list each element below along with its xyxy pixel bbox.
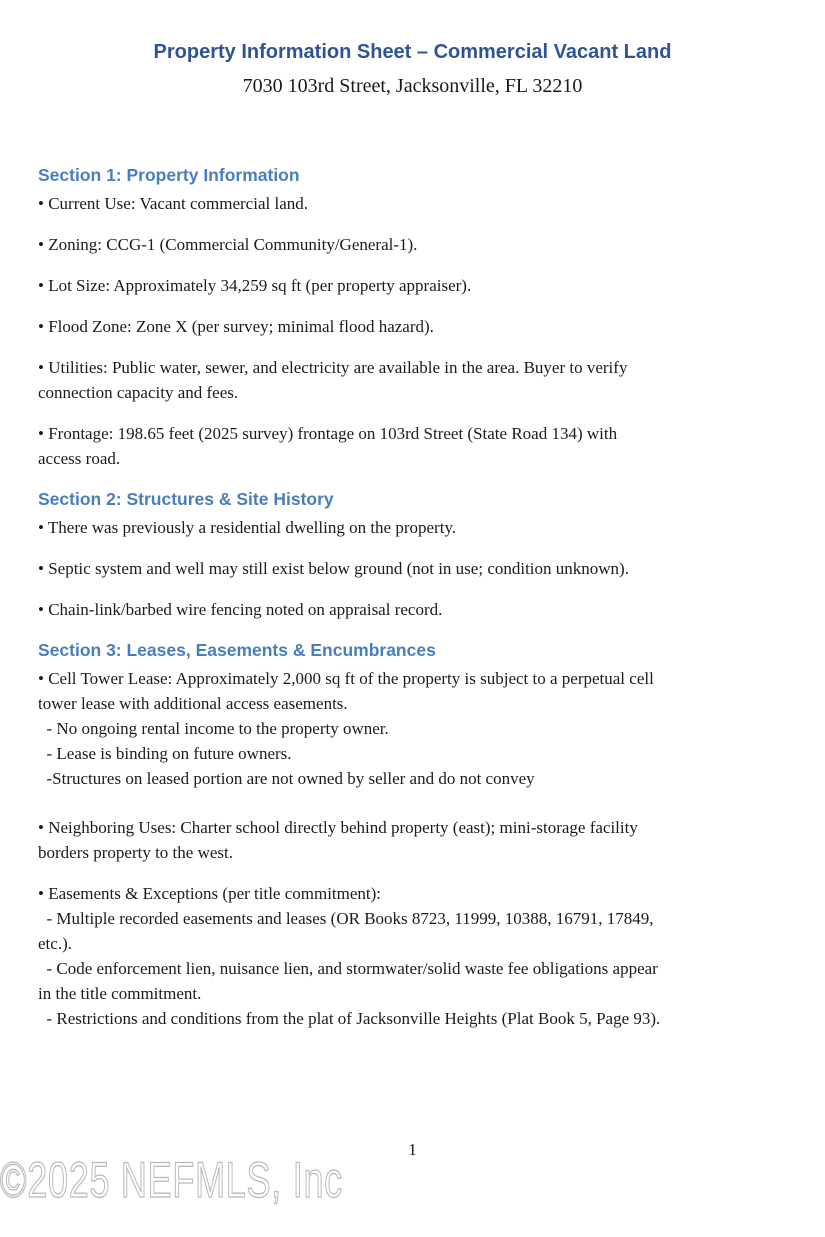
text-line: • There was previously a residential dwelling on the property. [38,518,457,537]
section-3-heading: Section 3: Leases, Easements & Encumbrances [38,640,436,660]
text-line: • Septic system and well may still exist below ground (not in use; condition unknown). [38,559,629,578]
document-subtitle: 7030 103rd Street, Jacksonville, FL 32210 [242,75,583,97]
bullet-item [38,515,795,540]
bullet-item [38,815,795,865]
bullet-item [38,232,795,257]
text-line: - Code enforcement lien, nuisance lien, and stormwater/solid waste fee obligations appear [38,959,658,978]
text-line: connection capacity and fees. [38,383,239,402]
section-2-heading: Section 2: Structures & Site History [38,489,334,509]
text-line: tower lease with additional access easements. [38,694,348,713]
text-line: • Chain-link/barbed wire fencing noted on appraisal record. [38,600,443,619]
bullet-item [38,666,795,716]
text-line: • Lot Size: Approximately 34,259 sq ft (per property appraiser). [38,276,472,295]
sub-item [38,766,795,791]
sub-item [38,716,795,741]
text-line: • Flood Zone: Zone X (per survey; minimal flood hazard). [38,317,434,336]
bullet-item [38,597,795,622]
text-line: • Neighboring Uses: Charter school directly behind property (east); mini-storage facility [38,818,638,837]
text-line: borders property to the west. [38,843,233,862]
copyright-watermark: ©2025 NEFMLS, Inc [0,1152,343,1208]
bullet-item [38,881,795,906]
section-1-heading: Section 1: Property Information [38,165,300,185]
page-number: 1 [408,1140,417,1159]
text-line: - Lease is binding on future owners. [38,744,292,763]
bullet-item [38,191,795,216]
text-line: • Utilities: Public water, sewer, and electricity are available in the area. Buyer to verify [38,358,628,377]
bullet-item [38,556,795,581]
text-line: etc.). [38,934,72,953]
text-line: • Zoning: CCG-1 (Commercial Community/General-1). [38,235,418,254]
sub-item [38,956,795,1006]
bullet-item [38,421,795,471]
text-line: in the title commitment. [38,984,202,1003]
text-line: - No ongoing rental income to the property owner. [38,719,389,738]
text-line: -Structures on leased portion are not owned by seller and do not convey [38,769,535,788]
text-line: • Current Use: Vacant commercial land. [38,194,308,213]
text-line: - Multiple recorded easements and leases (OR Books 8723, 11999, 10388, 16791, 17849, [38,909,654,928]
text-line: • Cell Tower Lease: Approximately 2,000 sq ft of the property is subject to a perpetual cell [38,669,654,688]
text-line: - Restrictions and conditions from the plat of Jacksonville Heights (Plat Book 5, Page 93). [38,1009,661,1028]
document-title: Property Information Sheet – Commercial Vacant Land [153,41,672,63]
text-line: • Frontage: 198.65 feet (2025 survey) frontage on 103rd Street (State Road 134) with [38,424,618,443]
bullet-item [38,273,795,298]
text-line: • Easements & Exceptions (per title commitment): [38,884,382,903]
sub-item [38,741,795,766]
bullet-item [38,355,795,405]
sub-item [38,1006,795,1031]
text-line: access road. [38,449,121,468]
bullet-item [38,314,795,339]
sub-item [38,906,795,956]
